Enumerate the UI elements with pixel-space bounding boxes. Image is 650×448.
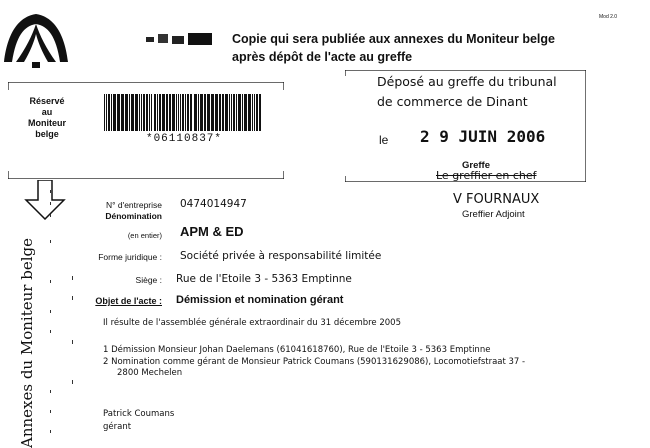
barcode-stripe <box>176 94 177 131</box>
barcode-stripe <box>125 94 128 131</box>
barcode-stripe <box>151 94 152 131</box>
barcode-stripe <box>108 94 110 131</box>
barcode-stripe <box>236 94 237 131</box>
barcode-stripe <box>233 94 235 131</box>
deposit-le-label: le <box>379 133 389 147</box>
siege-value: Rue de l'Etoile 3 - 5363 Emptinne <box>176 273 352 285</box>
barcode-stripe <box>256 94 258 131</box>
barcode-stripe <box>229 94 230 131</box>
deposit-line-1: Déposé au greffe du tribunal <box>377 74 557 89</box>
greffe-label: Greffe <box>462 160 490 171</box>
deposit-line-2: de commerce de Dinant <box>377 94 528 109</box>
barcode-stripe <box>204 94 206 131</box>
forme-value: Société privée à responsabilité limitée <box>180 250 382 262</box>
barcode-stripe <box>180 94 181 131</box>
barcode-stripe <box>172 94 175 131</box>
barcode-stripe <box>222 94 224 131</box>
barcode-stripe <box>149 94 150 131</box>
enterprise-value: 0474014947 <box>180 198 247 210</box>
moniteur-logo <box>2 10 70 70</box>
barcode-stripe <box>187 94 189 131</box>
barcode-stripe <box>194 94 197 131</box>
barcode-stripe <box>238 94 241 131</box>
barcode-stripe <box>178 94 179 131</box>
barcode-stripe <box>117 94 120 131</box>
barcode-stripe <box>162 94 165 131</box>
body-item-2-line-1: 2 Nomination comme gérant de Monsieur Patrick Coumans (590131629086), Locomotiefstraat 37 - <box>103 357 526 367</box>
denomination-value: APM & ED <box>180 224 244 239</box>
signature-name: Patrick Coumans <box>103 409 175 419</box>
barcode-stripe <box>254 94 255 131</box>
barcode-stripe <box>231 94 232 131</box>
signature-title: gérant <box>103 422 132 432</box>
denomination-label: Dénomination <box>105 211 162 221</box>
barcode-stripe <box>157 94 158 131</box>
objet-value: Démission et nomination gérant <box>176 294 344 306</box>
en-entier-label: (en entier) <box>127 231 162 240</box>
struck-greffier-text: Le greffier en chef <box>436 169 537 182</box>
barcode-stripe <box>141 94 142 131</box>
margin-dots <box>48 190 78 448</box>
barcode-stripe <box>121 94 124 131</box>
barcode-stripe <box>129 94 130 131</box>
form-reference: Mod 2.0 <box>599 14 618 20</box>
barcode-stripe <box>207 94 210 131</box>
reserved-label: Réservé au Moniteur belge <box>28 96 66 139</box>
barcode-stripe <box>225 94 228 131</box>
deposit-date: 2 9 JUIN 2006 <box>420 127 546 146</box>
body-intro: Il résulte de l'assemblée générale extraordinair du 31 décembre 2005 <box>103 318 401 328</box>
stamp-mark <box>144 30 216 48</box>
barcode-stripe <box>143 94 145 131</box>
barcode-stripe <box>135 94 138 131</box>
barcode-stripe <box>111 94 112 131</box>
barcode-stripe <box>248 94 251 131</box>
barcode-stripe <box>198 94 199 131</box>
siege-label: Siège : <box>135 275 162 285</box>
barcode-stripe <box>200 94 203 131</box>
page-heading <box>232 30 555 66</box>
barcode-number: *06110837* <box>145 133 222 145</box>
barcode <box>104 94 264 131</box>
barcode-stripe <box>154 94 156 131</box>
barcode-stripe <box>219 94 221 131</box>
barcode-stripe <box>259 94 261 131</box>
body-item-1: 1 Démission Monsieur Johan Daelemans (61041618760), Rue de l'Etoile 3 - 5363 Emptinne <box>103 345 491 355</box>
barcode-stripe <box>159 94 161 131</box>
barcode-stripe <box>215 94 218 131</box>
heading-line-1: Copie qui sera publiée aux annexes du Moniteur belge <box>232 32 555 46</box>
barcode-stripe <box>182 94 184 131</box>
barcode-stripe <box>139 94 140 131</box>
heading-line-2: après dépôt de l'acte au greffe <box>232 50 413 64</box>
barcode-stripe <box>131 94 134 131</box>
barcode-stripe <box>242 94 243 131</box>
signer-name: V FOURNAUX <box>453 192 540 207</box>
side-label: Annexes du Moniteur belge <box>18 238 36 448</box>
barcode-stripe <box>146 94 148 131</box>
barcode-stripe <box>166 94 168 131</box>
barcode-stripe <box>106 94 107 131</box>
barcode-stripe <box>244 94 247 131</box>
barcode-stripe <box>169 94 171 131</box>
enterprise-label: N° d'entreprise <box>105 200 162 210</box>
body-item-2-line-2: 2800 Mechelen <box>117 368 183 378</box>
signer-title: Greffier Adjoint <box>462 209 525 220</box>
barcode-stripe <box>104 94 105 131</box>
barcode-stripe <box>252 94 253 131</box>
barcode-stripe <box>190 94 192 131</box>
barcode-stripe <box>113 94 116 131</box>
barcode-stripe <box>185 94 186 131</box>
objet-label: Objet de l'acte : <box>95 296 162 306</box>
forme-label: Forme juridique : <box>98 252 162 262</box>
barcode-stripe <box>211 94 214 131</box>
